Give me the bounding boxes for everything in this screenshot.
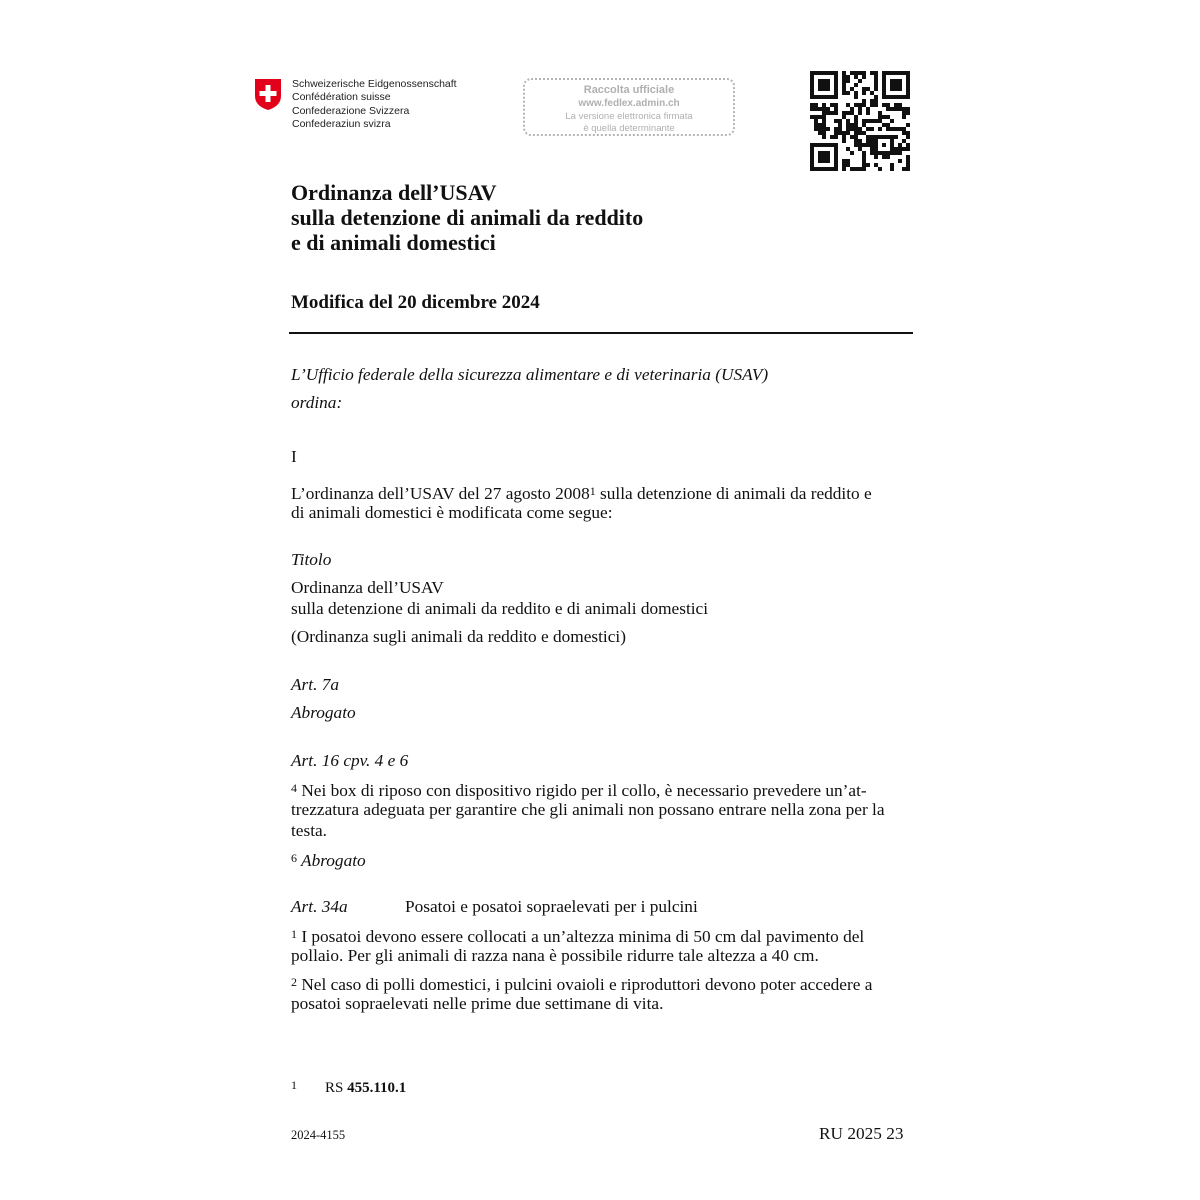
art-34a-p2-line-1 xyxy=(291,972,872,996)
confederation-line-rm: Confederaziun svizra xyxy=(292,118,391,131)
art-7a-text: Abrogato xyxy=(291,703,356,722)
confederation-line-it: Confederazione Svizzera xyxy=(292,104,410,117)
art-34a-p1-line-2: pollaio. Per gli animali di razza nana è possibile ridurre tale altezza a 40 cm. xyxy=(291,946,819,965)
confederation-names xyxy=(292,78,457,132)
paragraph-number: 4 xyxy=(291,781,297,795)
art-34a-p1-text-1: I posatoi devono essere collocati a un’altezza minima di 50 cm dal pavimento del xyxy=(297,927,865,946)
titolo-line-3: (Ordinanza sugli animali da reddito e domestici) xyxy=(291,627,626,646)
art-16-heading: Art. 16 cpv. 4 e 6 xyxy=(291,751,409,770)
titolo-heading: Titolo xyxy=(291,550,332,569)
art-16-p4-line-3: testa. xyxy=(291,821,327,840)
stamp-line-1: Raccolta ufficiale xyxy=(583,84,675,96)
art-16-p6-text: Abrogato xyxy=(297,851,366,870)
titolo-line-1: Ordinanza dell’USAV xyxy=(291,578,444,597)
art-34a-title: Posatoi e posatoi sopraelevati per i pulcini xyxy=(405,897,698,916)
confederation-line-de: Schweizerische Eidgenossenschaft xyxy=(292,78,457,90)
footnote-number: 1 xyxy=(291,1078,297,1092)
intro-text-before-note: L’ordinanza dell’USAV del 27 agosto 2008 xyxy=(291,484,590,503)
paragraph-number: 2 xyxy=(291,975,297,989)
art-16-p6 xyxy=(291,848,366,872)
official-collection-stamp xyxy=(523,78,735,136)
intro-paragraph-line-2: di animali domestici è modificata come segue: xyxy=(291,503,613,522)
titolo-line-2: sulla detenzione di animali da reddito e di animali domestici xyxy=(291,599,709,618)
art-16-p4-text-1: Nei box di riposo con dispositivo rigido per il collo, è necessario prevedere un’at- xyxy=(297,781,867,800)
art-16-p4-line-1 xyxy=(291,778,867,802)
section-number: I xyxy=(291,447,297,466)
art-7a-heading: Art. 7a xyxy=(291,675,340,694)
stamp-line-4: è quella determinante xyxy=(583,123,675,134)
footnote-reference[interactable]: 1 xyxy=(589,484,596,498)
modification-date: Modifica del 20 dicembre 2024 xyxy=(291,292,540,313)
footnote-ref: 455.110.1 xyxy=(347,1080,407,1096)
ru-reference: RU 2025 23 xyxy=(819,1124,904,1143)
document-title xyxy=(291,180,643,255)
art-34a-p2-text-1: Nel caso di polli domestici, i pulcini ovaioli e riproduttori devono poter accedere a xyxy=(297,975,873,994)
art-16-p4-line-2: trezzatura adeguata per garantire che gli animali non possano entrare nella zona per la xyxy=(291,800,885,819)
confederation-line-fr: Confédération suisse xyxy=(292,91,391,104)
stamp-line-2: www.fedlex.admin.ch xyxy=(578,98,680,109)
art-34a-p1-line-1 xyxy=(291,924,864,948)
art-34a-p2-line-2: posatoi sopraelevati nelle prime due settimane di vita. xyxy=(291,994,664,1013)
art-34a-heading: Art. 34a xyxy=(291,897,348,916)
qr-code-icon xyxy=(810,71,910,171)
stamp-line-3: La versione elettronica firmata xyxy=(565,111,693,122)
intro-text-after-note: sulla detenzione di animali da reddito e xyxy=(595,484,872,503)
swiss-cross-icon xyxy=(253,78,283,111)
issuer-line: L’Ufficio federale della sicurezza alimentare e di veterinaria (USAV) xyxy=(291,365,769,384)
issuer-ordains: ordina: xyxy=(291,393,343,412)
title-line-1: Ordinanza dell’USAV xyxy=(291,180,497,205)
paragraph-number: 1 xyxy=(291,927,297,941)
paragraph-number: 6 xyxy=(291,851,297,865)
title-divider xyxy=(289,332,913,334)
title-line-2: sulla detenzione di animali da reddito xyxy=(291,205,644,230)
title-line-3: e di animali domestici xyxy=(291,230,496,255)
footnote-text xyxy=(325,1078,406,1098)
document-number: 2024-4155 xyxy=(291,1128,346,1142)
footnote-prefix: RS xyxy=(325,1080,348,1096)
intro-paragraph-line-1 xyxy=(291,481,872,505)
